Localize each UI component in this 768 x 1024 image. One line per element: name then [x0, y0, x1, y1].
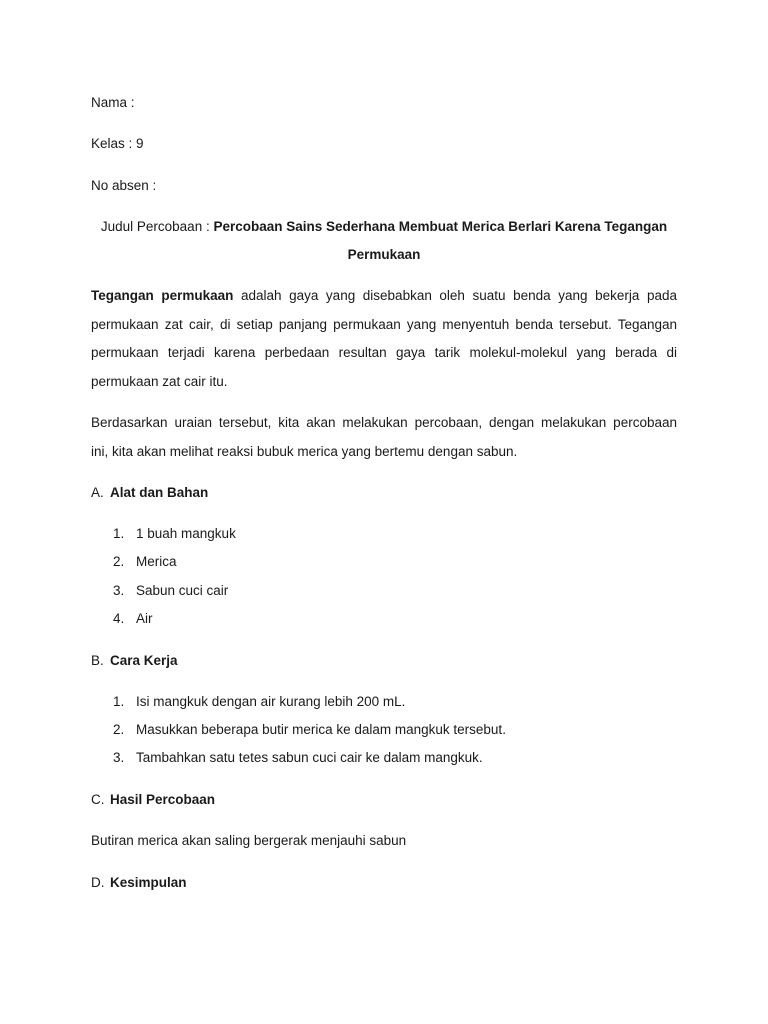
intro-term: Tegangan permukaan	[91, 288, 234, 303]
section-d-heading: D. Kesimpulan	[91, 875, 187, 890]
list-item: 3. Sabun cuci cair	[113, 583, 229, 598]
intro-line-3: permukaan terjadi karena perbedaan resultan gaya tarik molekul-molekul yang berada di	[91, 345, 677, 360]
list-item: 3. Tambahkan satu tetes sabun cuci cair ke dalam mangkuk.	[113, 750, 483, 765]
section-b-heading: B. Cara Kerja	[91, 653, 178, 668]
intro-line-4: permukaan zat cair itu.	[91, 373, 228, 389]
second-paragraph	[91, 409, 677, 466]
para2-line-2: ini, kita akan melihat reaksi bubuk merica yang bertemu dengan sabun.	[91, 443, 518, 459]
title-prefix: Judul Percobaan :	[100, 219, 214, 234]
para2-line-1: Berdasarkan uraian tersebut, kita akan melakukan percobaan, dengan melakukan percobaan	[91, 415, 677, 430]
intro-line-2: permukaan zat cair, di setiap panjang permukaan yang menyentuh benda tersebut. Tegangan	[91, 316, 677, 332]
experiment-title-line2: Permukaan	[347, 247, 421, 262]
list-item: 2. Masukkan beberapa butir merica ke dalam mangkuk tersebut.	[113, 722, 506, 737]
intro-line-1: Tegangan permukaan adalah gaya yang disebabkan oleh suatu benda yang bekerja pada	[91, 288, 677, 303]
experiment-title-line1	[91, 217, 677, 237]
title-bold-part1: Percobaan Sains Sederhana Membuat Merica Berlari Karena Tegangan	[213, 219, 668, 234]
kelas-field: Kelas : 9	[91, 136, 144, 151]
section-a-heading: A. Alat dan Bahan	[91, 485, 209, 500]
absen-field: No absen :	[91, 178, 157, 193]
list-item: 1. 1 buah mangkuk	[113, 526, 236, 541]
list-item: 4. Air	[113, 611, 153, 626]
list-item: 1. Isi mangkuk dengan air kurang lebih 200 mL.	[113, 694, 406, 709]
hasil-text: Butiran merica akan saling bergerak menjauhi sabun	[91, 833, 407, 848]
list-item: 2. Merica	[113, 554, 177, 569]
intro-paragraph	[91, 282, 677, 396]
nama-field: Nama :	[91, 95, 135, 110]
section-c-heading: C. Hasil Percobaan	[91, 792, 216, 807]
